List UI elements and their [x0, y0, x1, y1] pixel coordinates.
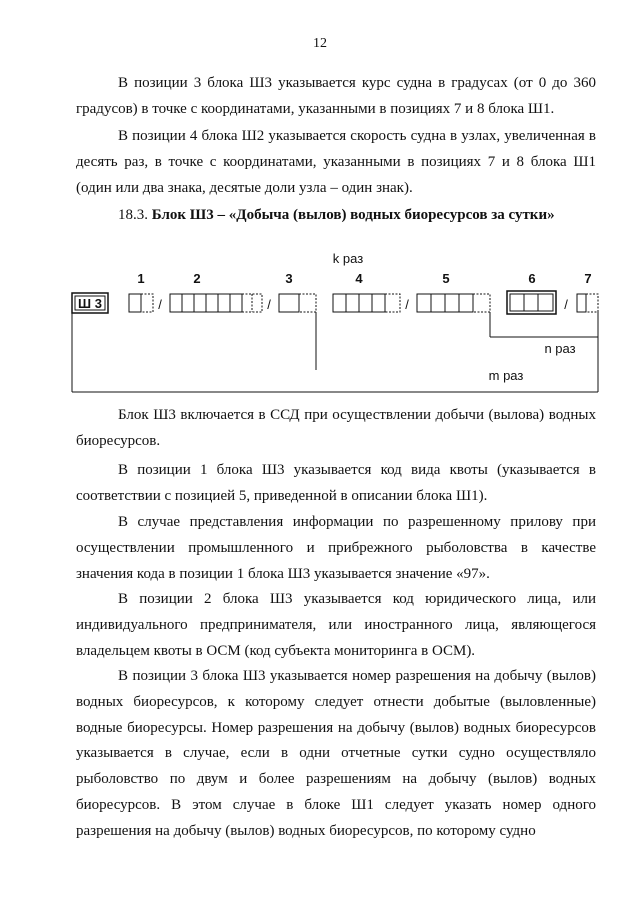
- paragraph-speed: В позиции 4 блока Ш2 указывается скорость судна в узлах, увеличенная в десять раз, в точке с координатами, указанными в позициях 7 и 8 блока Ш1 (один или два знака, десятые доли узла – один знак).: [76, 128, 596, 196]
- k-times-label: k раз: [332, 251, 364, 266]
- position-number: 4: [355, 271, 363, 286]
- section-title: Блок Ш3 – «Добыча (вылов) водных биоресурсов за сутки»: [151, 207, 555, 223]
- field-position-2: [170, 294, 262, 312]
- separator: /: [405, 297, 409, 312]
- field-position-5: [417, 294, 490, 312]
- field-position-3: [279, 294, 316, 312]
- block-sh3-diagram: [0, 0, 640, 400]
- position-number: 1: [137, 271, 145, 286]
- paragraph-position-2: В позиции 2 блока Ш3 указывается код юридического лица, или индивидуального предпринимателя, или иностранного лица, являющегося владельцем квоты в ОСМ (код субъекта мониторинга в ОСМ).: [76, 591, 596, 659]
- block-label-box: [72, 293, 108, 313]
- position-number: 6: [528, 271, 536, 286]
- field-position-7: [577, 294, 598, 312]
- position-number: 5: [442, 271, 450, 286]
- position-number: 7: [584, 271, 592, 286]
- section-number: 18.3.: [118, 207, 152, 223]
- paragraph-position-3: В позиции 3 блока Ш3 указывается номер разрешения на добычу (вылов) водных биоресурсов, к которому следует отнести добытые (выловленные) водные биоресурсы. Номер разрешения на добычу (вылов) водных биоресурсов указывается в случае, если в одни отчетные сутки судно осуществляло рыболовство по двум и более разрешениям на добычу (вылов) водных биоресурсов. В этом случае в блоке Ш1 следует указать номер одного разрешения на добычу (вылов) водных биоресурсов, по которому судно: [76, 668, 596, 839]
- position-number: 2: [193, 271, 201, 286]
- field-position-1: [129, 294, 153, 312]
- paragraph-block-included: Блок Ш3 включается в ССД при осуществлении добычи (вылова) водных биоресурсов.: [76, 407, 596, 449]
- field-position-4: [333, 294, 400, 312]
- separator: /: [158, 297, 162, 312]
- n-times-label: n раз: [544, 341, 576, 356]
- paragraph-course: В позиции 3 блока Ш3 указывается курс судна в градусах (от 0 до 360 градусов) в точке с координатами, указанными в позициях 7 и 8 блока Ш1.: [76, 75, 596, 117]
- m-times-label: m раз: [488, 368, 524, 383]
- position-number: 3: [285, 271, 293, 286]
- field-position-6: [507, 291, 556, 314]
- page-number: 12: [313, 36, 327, 51]
- block-label: Ш 3: [78, 296, 102, 311]
- separator: /: [564, 297, 568, 312]
- separator: /: [267, 297, 271, 312]
- paragraph-position-1: В позиции 1 блока Ш3 указывается код вида квоты (указывается в соответствии с позицией 5, приведенной в описании блока Ш1).: [76, 462, 596, 504]
- paragraph-bycatch: В случае представления информации по разрешенному прилову при осуществлении промышленного и прибрежного рыболовства в качестве значения кода в позиции 1 блока Ш3 указывается значение «97».: [76, 514, 596, 582]
